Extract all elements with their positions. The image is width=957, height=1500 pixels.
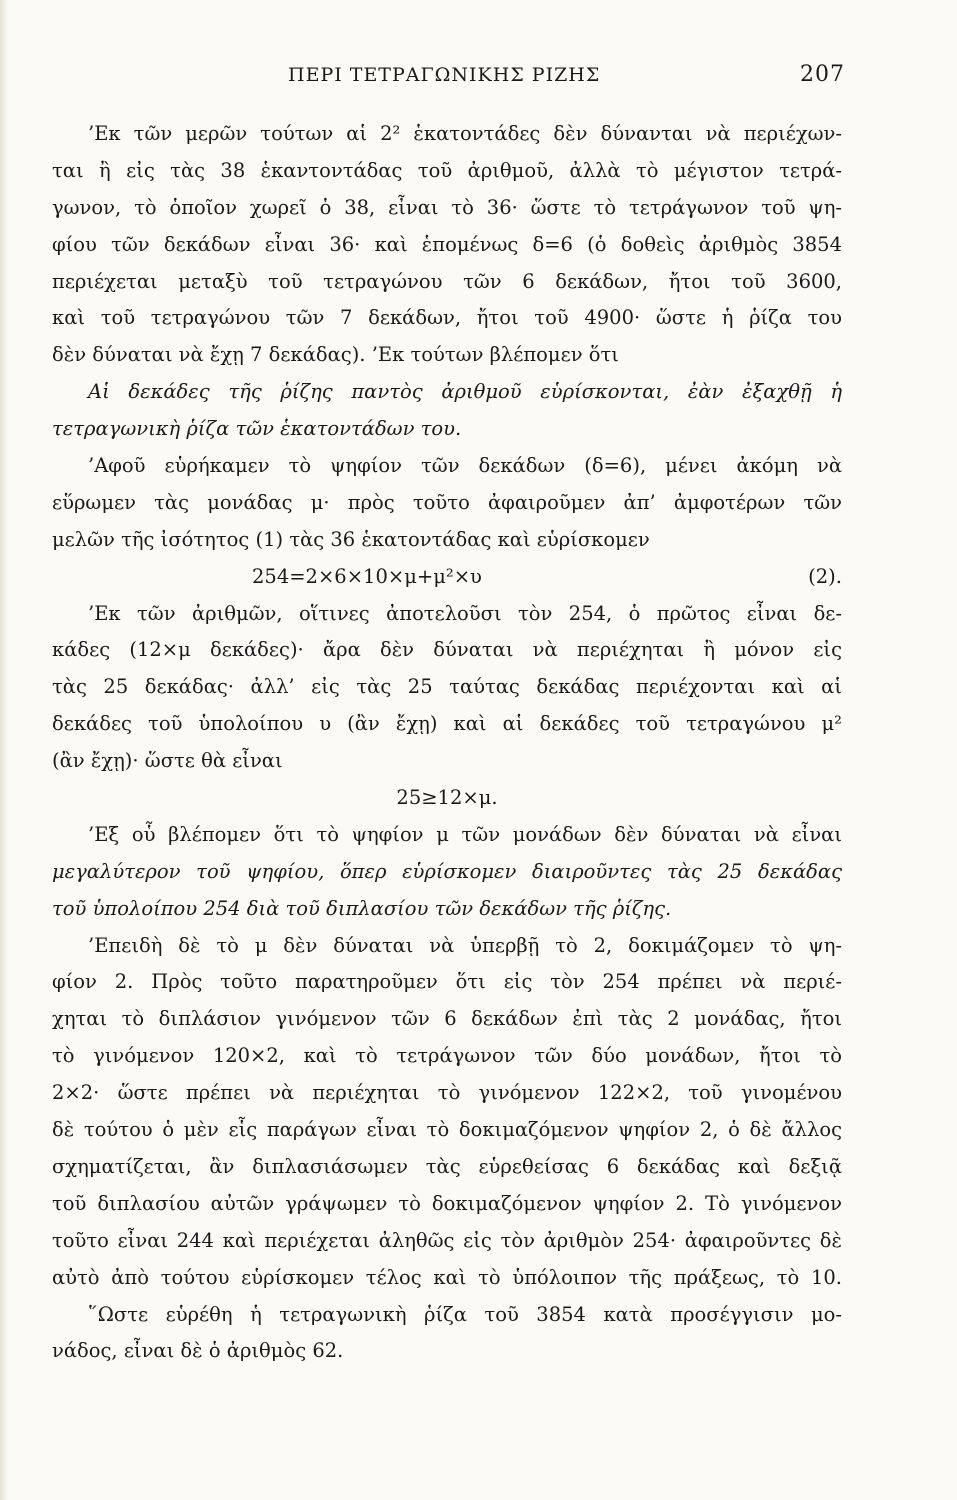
text-line: ’Εκ τῶν ἀριθμῶν, οἵτινες ἀποτελοῦσι τὸν 254, ὁ πρῶτος εἶναι δε- (88, 601, 842, 625)
running-title: ΠΕΡΙ ΤΕΤΡΑΓΩΝΙΚΗΣ ΡΙΖΗΣ (288, 64, 601, 86)
text-line: αὐτὸ ἀπὸ τούτου εὑρίσκομεν τέλος καὶ τὸ ὑπόλοιπον τῆς πράξεως, τὸ 10. (52, 1265, 842, 1289)
equation-line (52, 559, 842, 596)
text-line: κάδες (12×μ δεκάδες)· ἄρα δὲν δύναται νὰ περιέχηται ἢ μόνον εἰς (52, 638, 842, 662)
text-line: δὲν δύναται νὰ ἔχῃ 7 δεκάδας). ’Εκ τούτων βλέπομεν ὅτι (52, 343, 619, 367)
text-line: ῞Ωστε εὑρέθη ἡ τετραγωνικὴ ῥίζα τοῦ 3854 κατὰ προσέγγισιν μο- (88, 1302, 842, 1326)
text-line: δεκάδες τοῦ ὑπολοίπου υ (ἂν ἔχῃ) καὶ αἱ δεκάδες τοῦ τετραγώνου μ² (52, 712, 842, 736)
text-line: ται ἢ εἰς τὰς 38 ἑκαντοντάδας τοῦ ἀριθμοῦ, ἀλλὰ τὸ μέγιστον τετρά- (52, 158, 842, 182)
text-line: σχηματίζεται, ἂν διπλασιάσωμεν τὰς εὑρεθείσας 6 δεκάδας καὶ δεξιᾷ (52, 1154, 842, 1178)
theorem-line: Αἱ δεκάδες τῆς ῥίζης παντὸς ἀριθμοῦ εὑρίσκονται, ἐὰν ἐξαχθῇ ἡ (88, 380, 842, 404)
body-text (52, 116, 842, 1370)
text-line: φίον 2. Πρὸς τοῦτο παρατηροῦμεν ὅτι εἰς τὸν 254 πρέπει νὰ περιέ- (52, 970, 842, 994)
text-line: περιέχεται μεταξὺ τοῦ τετραγώνου τῶν 6 δεκάδων, ἤτοι τοῦ 3600, (52, 269, 842, 293)
text-line: ’Εκ τῶν μερῶν τούτων αἱ 2² ἑκατοντάδες δὲν δύνανται νὰ περιέχων- (88, 122, 842, 145)
text-line: ’Επειδὴ δὲ τὸ μ δὲν δύναται νὰ ὑπερβῇ τὸ 2, δοκιμάζομεν τὸ ψη- (88, 933, 842, 957)
page-header (100, 62, 845, 96)
text-line: 2×2· ὥστε πρέπει νὰ περιέχηται τὸ γινόμενον 122×2, τοῦ γινομένου (52, 1081, 842, 1105)
text-line: τὰς 25 δεκάδας· ἀλλ’ εἰς τὰς 25 ταύτας δεκάδας περιέχονται καὶ αἱ (52, 675, 842, 699)
text-line: φίου τῶν δεκάδων εἶναι 36· καὶ ἑπομένως δ=6 (ὁ δοθεὶς ἀριθμὸς 3854 (52, 232, 842, 256)
equation-number: (2). (808, 564, 842, 588)
text-line: γωνον, τὸ ὁποῖον χωρεῖ ὁ 38, εἶναι τὸ 36· ὥστε τὸ τετράγωνον τοῦ ψη- (52, 195, 842, 219)
text-line: νάδος, εἶναι δὲ ὁ ἀριθμὸς 62. (52, 1339, 344, 1363)
text-line: μελῶν τῆς ἰσότητος (1) τὰς 36 ἑκατοντάδας καὶ εὑρίσκομεν (52, 527, 650, 551)
theorem-line: τετραγωνικὴ ῥίζα τῶν ἑκατοντάδων του. (52, 417, 462, 441)
page-number: 207 (800, 62, 845, 87)
text-line: καὶ τοῦ τετραγώνου τῶν 7 δεκάδων, ἤτοι τοῦ 4900· ὥστε ἡ ῥίζα του (52, 306, 842, 330)
text-line: τοῦ διπλασίου αὐτῶν γράψωμεν τὸ δοκιμαζόμενον ψηφίον 2. Τὸ γινόμενον (52, 1191, 842, 1215)
page-spine-shadow (0, 0, 8, 1500)
text-line: (ἂν ἔχῃ)· ὥστε θὰ εἶναι (52, 749, 283, 773)
text-line: εὕρωμεν τὰς μονάδας μ· πρὸς τοῦτο ἀφαιροῦμεν ἀπ’ ἀμφοτέρων τῶν (52, 490, 842, 514)
text-line: δὲ τούτου ὁ μὲν εἷς παράγων εἶναι τὸ δοκιμαζόμενον ψηφίον 2, ὁ δὲ ἄλλος (52, 1118, 842, 1142)
text-line: μεγαλύτερον τοῦ ψηφίου, ὅπερ εὑρίσκομεν διαιροῦντες τὰς 25 δεκάδας (52, 859, 842, 883)
text-line: τοῦτο εἶναι 244 καὶ περιέχεται ἀληθῶς εἰς τὸν ἀριθμὸν 254· ἀφαιροῦντες δὲ (52, 1228, 842, 1252)
text-line: τοῦ ὑπολοίπου 254 διὰ τοῦ διπλασίου τῶν δεκάδων τῆς ῥίζης. (52, 896, 672, 920)
equation: 254=2×6×10×μ+μ²×υ (252, 564, 482, 588)
text-line: χηται τὸ διπλάσιον γινόμενον τῶν 6 δεκάδων ἐπὶ τὰς 2 μονάδας, ἤτοι (52, 1007, 842, 1031)
text-line: τὸ γινόμενον 120×2, καὶ τὸ τετράγωνον τῶν δύο μονάδων, ἤτοι τὸ (52, 1044, 842, 1068)
text-line: ’Αφοῦ εὑρήκαμεν τὸ ψηφίον τῶν δεκάδων (δ=6), μένει ἀκόμη νὰ (88, 454, 842, 478)
inequality: 25≥12×μ. (396, 786, 498, 810)
text-line: ’Εξ οὗ βλέπομεν ὅτι τὸ ψηφίον μ τῶν μονάδων δὲν δύναται νὰ εἶναι (88, 822, 842, 846)
